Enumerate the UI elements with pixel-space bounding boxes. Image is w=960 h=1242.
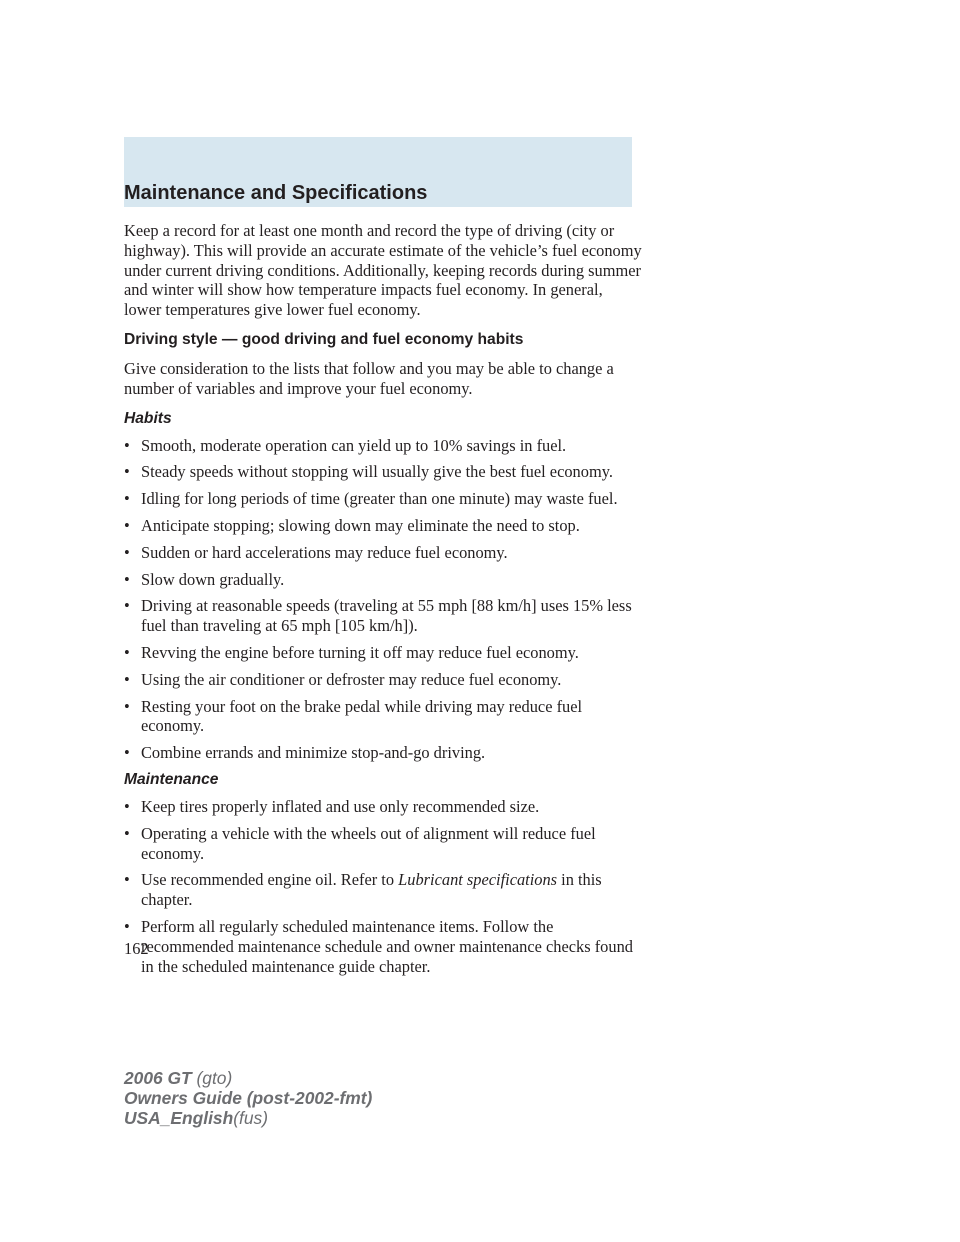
footer-model: 2006 GT: [124, 1068, 192, 1088]
list-item-text: Keep tires properly inflated and use only recommended size.: [141, 796, 540, 816]
list-item: [124, 670, 644, 690]
bullet-icon: •: [124, 542, 130, 562]
list-item: [124, 870, 644, 910]
lubricant-specifications-reference: Lubricant specifications: [398, 870, 558, 890]
footer-guide: Owners Guide (post-2002-fmt): [124, 1088, 373, 1108]
list-item-text: Slow down gradually.: [141, 569, 285, 589]
list-item: [124, 596, 644, 636]
bullet-icon: •: [124, 743, 130, 763]
bullet-icon: •: [124, 569, 130, 589]
list-item-text: Anticipate stopping; slowing down may eliminate the need to stop.: [141, 515, 580, 535]
list-item-text: Sudden or hard accelerations may reduce fuel economy.: [141, 542, 508, 562]
driving-style-paragraph: Give consideration to the lists that follow and you may be able to change a number of variables and improve your fuel economy.: [124, 358, 614, 398]
list-item: [124, 824, 644, 864]
list-item: [124, 743, 644, 763]
page-content: [124, 221, 644, 983]
intro-paragraph: Keep a record for at least one month and record the type of driving (city or highway). This will provide an accurate estimate of the vehicle’s fuel economy under current driving conditions. Additionally, keeping records during summer and winter will show how temperature impacts fuel economy. In general, lower temperatures give lower fuel economy.: [124, 221, 642, 320]
bullet-icon: •: [124, 489, 130, 509]
bullet-icon: •: [124, 462, 130, 482]
bullet-icon: •: [124, 870, 130, 890]
bullet-icon: •: [124, 515, 130, 535]
bullet-icon: •: [124, 796, 130, 816]
list-item-text: Steady speeds without stopping will usually give the best fuel economy.: [141, 462, 613, 482]
document-footer: [124, 1068, 372, 1128]
habits-list: [124, 436, 644, 763]
footer-language-code: (fus): [233, 1108, 268, 1128]
list-item-text: Using the air conditioner or defroster may reduce fuel economy.: [141, 669, 562, 689]
bullet-icon: •: [124, 669, 130, 689]
list-item-text: Idling for long periods of time (greater than one minute) may waste fuel.: [141, 489, 618, 509]
page-number: 162: [124, 939, 149, 958]
maintenance-list: [124, 797, 644, 976]
oil-item-after: in this chapter.: [141, 870, 602, 910]
bullet-icon: •: [124, 916, 130, 936]
bullet-icon: •: [124, 642, 130, 662]
footer-line-3: [124, 1108, 372, 1128]
list-item: [124, 436, 644, 456]
list-item-text: Resting your foot on the brake pedal while driving may reduce fuel economy.: [141, 696, 583, 736]
list-item: [124, 543, 644, 563]
footer-line-2: [124, 1088, 372, 1108]
list-item: [124, 489, 644, 509]
habits-heading: Habits: [124, 409, 172, 427]
list-item-text: Perform all regularly scheduled maintenance items. Follow the recommended maintenance schedule and owner maintenance checks found in the scheduled maintenance guide chapter.: [141, 916, 633, 976]
bullet-icon: •: [124, 823, 130, 843]
list-item-text: Combine errands and minimize stop-and-go driving.: [141, 743, 486, 763]
bullet-icon: •: [124, 435, 130, 455]
list-item-text: Revving the engine before turning it off may reduce fuel economy.: [141, 642, 579, 662]
bullet-icon: •: [124, 696, 130, 716]
list-item: [124, 516, 644, 536]
list-item: [124, 797, 644, 817]
list-item: [124, 917, 644, 976]
list-item: [124, 570, 644, 590]
driving-style-heading: Driving style — good driving and fuel economy habits: [124, 330, 524, 348]
footer-language: USA_English: [124, 1108, 234, 1128]
oil-item-before: Use recommended engine oil. Refer to: [141, 870, 399, 890]
list-item-text: Operating a vehicle with the wheels out of alignment will reduce fuel economy.: [141, 823, 596, 863]
list-item: [124, 697, 644, 737]
footer-line-1: [124, 1068, 372, 1088]
list-item-text: Driving at reasonable speeds (traveling at 55 mph [88 km/h] uses 15% less fuel than traveling at 65 mph [105 km/h]).: [141, 596, 632, 636]
maintenance-heading: Maintenance: [124, 770, 219, 788]
list-item: [124, 462, 644, 482]
footer-model-code: (gto): [196, 1068, 233, 1088]
section-title: Maintenance and Specifications: [124, 182, 428, 204]
bullet-icon: •: [124, 596, 130, 616]
list-item-text: Smooth, moderate operation can yield up to 10% savings in fuel.: [141, 435, 567, 455]
list-item: [124, 643, 644, 663]
